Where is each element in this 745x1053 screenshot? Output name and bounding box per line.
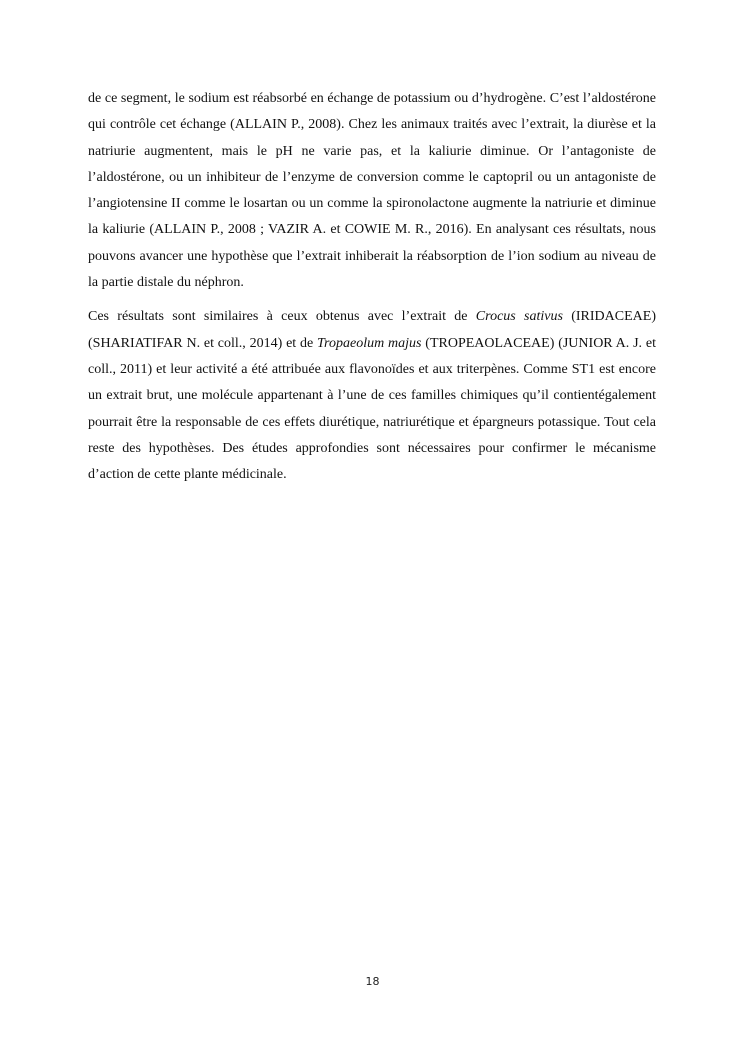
page-number: 18 <box>365 975 380 988</box>
page-body <box>88 86 656 488</box>
paragraph-1: de ce segment, le sodium est réabsorbé en échange de potassium ou d’hydrogène. C’est l’aldostérone qui contrôle cet échange (ALLAIN P., 2008). Chez les animaux traités avec l’extrait, la diurèse et la natriurie augmentent, mais le pH ne varie pas, et la kaliurie diminue. Or l’antagoniste de l’aldostérone, ou un inhibiteur de l’enzyme de conversion comme le captopril ou un antagoniste de l’angiotensine II comme le losartan ou un comme la spironolactone augmente la natriurie et diminue la kaliurie (ALLAIN P., 2008 ; VAZIR A. et COWIE M. R., 2016). En analysant ces résultats, nous pouvons avancer une hypothèse que l’extrait inhiberait la réabsorption de l’ion sodium au niveau de la partie distale du néphron. <box>88 91 656 291</box>
paragraph-2-text-a: Ces résultats sont similaires à ceux obtenus avec l’extrait de <box>88 309 476 325</box>
species-tropaeolum-majus: Tropaeolum majus <box>317 335 422 351</box>
paragraph-2 <box>88 304 656 488</box>
paragraph-2-text-b: (IRIDACEAE) (SHARIATIFAR N. et coll., 2014) et de <box>88 309 656 351</box>
species-crocus-sativus: Crocus sativus <box>475 309 563 325</box>
paragraph-2-text-c: (TROPEAOLACEAE) (JUNIOR A. J. et coll., 2011) et leur activité a été attribuée aux flavonoïdes et aux triterpènes. Comme ST1 est encore un extrait brut, une molécule appartenant à l’une de ces familles chimiques qu’il contientégalement pourrait être la responsable de ces effets diurétique, natriurétique et épargneurs potassique. Tout cela reste des hypothèses. Des études approfondies sont nécessaires pour confirmer le mécanisme d’action de cette plante médicinale. <box>88 335 656 483</box>
